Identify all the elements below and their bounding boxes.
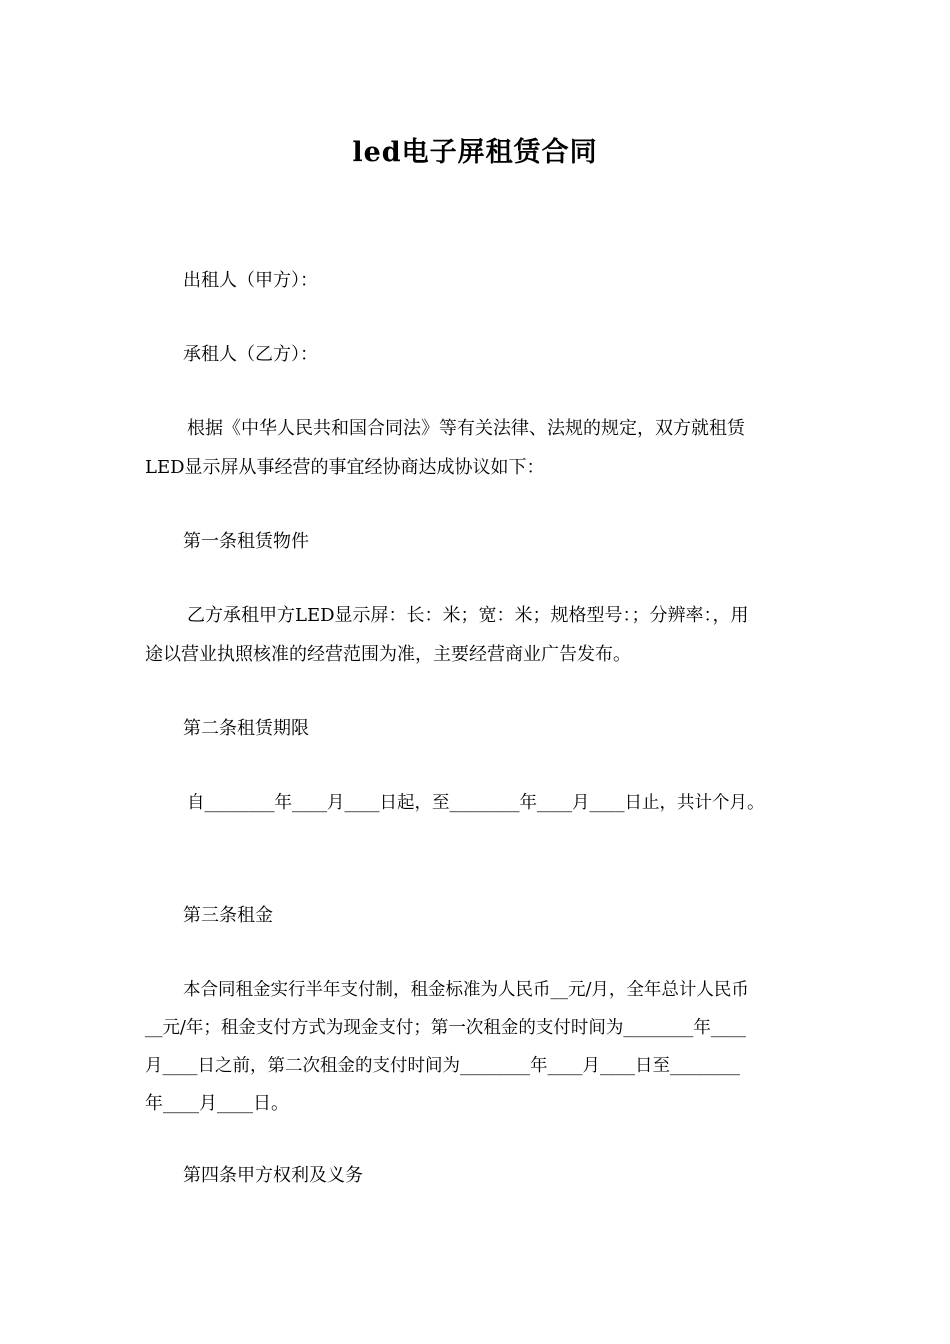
article1-line-2: 途以营业执照核准的经营范围为准，主要经营商业广告发布。 [145, 644, 631, 665]
article1-line-1: 乙方承租甲方LED显示屏：长：米；宽：米；规格型号：；分辨率：，用 [187, 605, 749, 626]
article3-line-2: __元/年；租金支付方式为现金支付；第一次租金的支付时间为________年____ [145, 1018, 746, 1038]
article1-heading: 第一条租赁物件 [183, 531, 309, 552]
article3-line-3: 月____日之前，第二次租金的支付时间为________年____月____日至________ [145, 1056, 740, 1076]
article2-heading: 第二条租赁期限 [183, 718, 309, 739]
lessor-line: 出租人（甲方）： [183, 270, 318, 291]
article3-heading: 第三条租金 [183, 905, 273, 926]
article2-line-1: 自________年____月____日起，至________年____月____日止，共计个月。 [187, 793, 765, 813]
article3-line-4: 年____月____日。 [145, 1093, 289, 1114]
lessee-line: 承租人（乙方）： [183, 344, 318, 365]
preamble-line-2: LED显示屏从事经营的事宜经协商达成协议如下： [145, 457, 545, 478]
document-title: led电子屏租赁合同 [352, 137, 598, 168]
preamble-line-1: 根据《中华人民共和国合同法》等有关法律、法规的规定，双方就租赁 [187, 418, 745, 439]
article3-line-1: 本合同租金实行半年支付制，租金标准为人民币__元/月，全年总计人民币 [183, 980, 749, 1000]
article4-heading: 第四条甲方权利及义务 [183, 1165, 363, 1186]
